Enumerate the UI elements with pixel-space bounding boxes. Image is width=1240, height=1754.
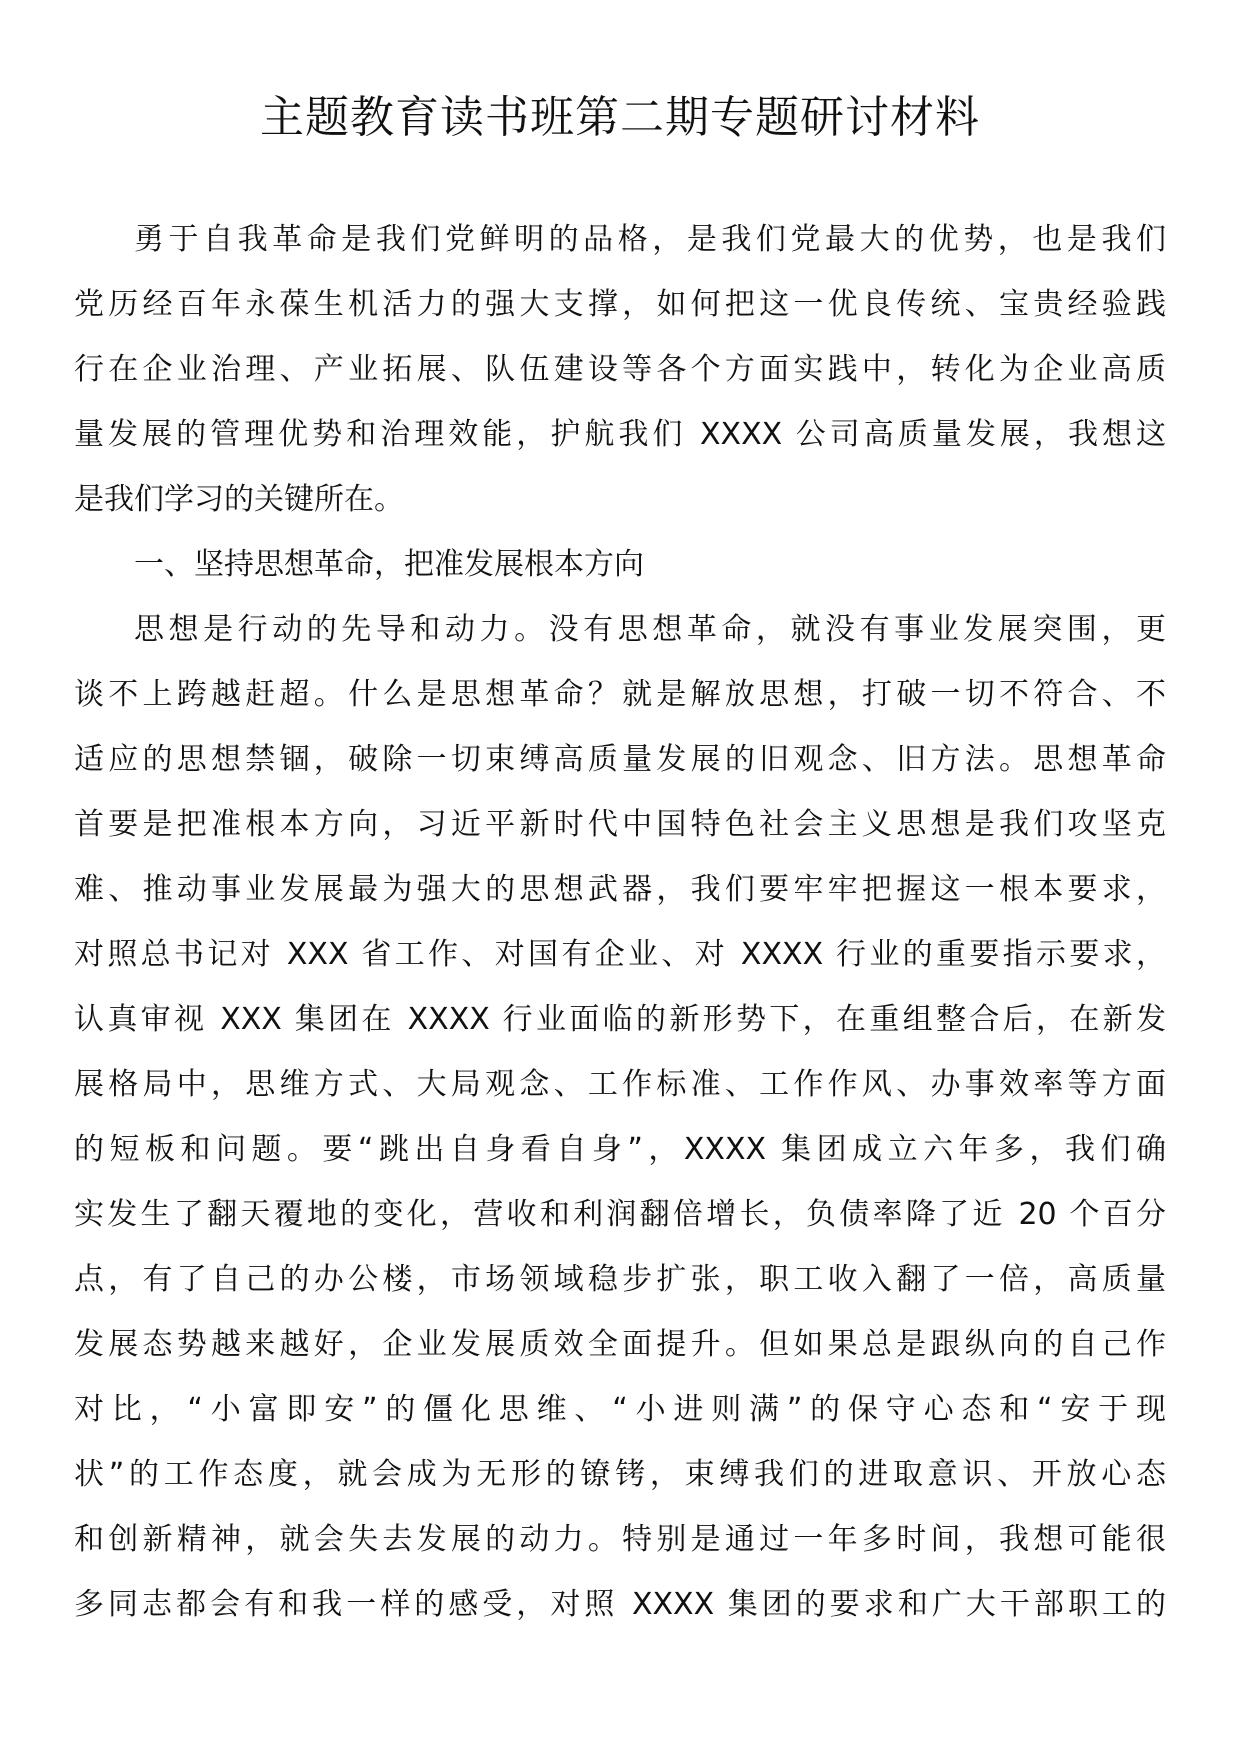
document-title: 主题教育读书班第二期专题研讨材料 xyxy=(260,92,980,143)
paragraph-line: 展格局中，思维方式、大局观念、工作标准、工作作风、办事效率等方面 xyxy=(74,1067,1166,1102)
section-heading: 一、坚持思想革命，把准发展根本方向 xyxy=(134,547,644,582)
paragraph-line: 行在企业治理、产业拓展、队伍建设等各个方面实践中，转化为企业高质 xyxy=(74,352,1166,387)
paragraph-line: 发展态势越来越好，企业发展质效全面提升。但如果总是跟纵向的自己作 xyxy=(74,1327,1166,1362)
paragraph-line: 适应的思想禁锢，破除一切束缚高质量发展的旧观念、旧方法。思想革命 xyxy=(74,742,1166,777)
paragraph-line: 多同志都会有和我一样的感受，对照 XXXX 集团的要求和广大干部职工的 xyxy=(74,1587,1166,1622)
paragraph-line: 的短板和问题。要“跳出自身看自身”，XXXX 集团成立六年多，我们确 xyxy=(74,1132,1166,1167)
paragraph-line: 和创新精神，就会失去发展的动力。特别是通过一年多时间，我想可能很 xyxy=(74,1522,1166,1557)
paragraph-line: 实发生了翻天覆地的变化，营收和利润翻倍增长，负债率降了近 20 个百分 xyxy=(74,1197,1166,1232)
paragraph-line: 是我们学习的关键所在。 xyxy=(74,482,404,517)
paragraph-line: 认真审视 XXX 集团在 XXXX 行业面临的新形势下，在重组整合后，在新发 xyxy=(74,1002,1166,1037)
paragraph-line: 思想是行动的先导和动力。没有思想革命，就没有事业发展突围，更 xyxy=(134,612,1166,647)
paragraph-line: 勇于自我革命是我们党鲜明的品格，是我们党最大的优势，也是我们 xyxy=(134,222,1166,257)
paragraph-line: 党历经百年永葆生机活力的强大支撑，如何把这一优良传统、宝贵经验践 xyxy=(74,287,1166,322)
paragraph-line: 对比，“小富即安”的僵化思维、“小进则满”的保守心态和“安于现 xyxy=(74,1392,1166,1427)
paragraph-line: 量发展的管理优势和治理效能，护航我们 XXXX 公司高质量发展，我想这 xyxy=(74,417,1166,452)
paragraph-line: 谈不上跨越赶超。什么是思想革命？就是解放思想，打破一切不符合、不 xyxy=(74,677,1166,712)
document-body xyxy=(74,218,1166,1648)
paragraph-line: 对照总书记对 XXX 省工作、对国有企业、对 XXXX 行业的重要指示要求， xyxy=(74,937,1166,972)
paragraph-line: 状”的工作态度，就会成为无形的镣铐，束缚我们的进取意识、开放心态 xyxy=(74,1457,1166,1492)
paragraph-line: 首要是把准根本方向，习近平新时代中国特色社会主义思想是我们攻坚克 xyxy=(74,807,1166,842)
paragraph-line: 点，有了自己的办公楼，市场领域稳步扩张，职工收入翻了一倍，高质量 xyxy=(74,1262,1166,1297)
paragraph-line: 难、推动事业发展最为强大的思想武器，我们要牢牢把握这一根本要求， xyxy=(74,872,1166,907)
